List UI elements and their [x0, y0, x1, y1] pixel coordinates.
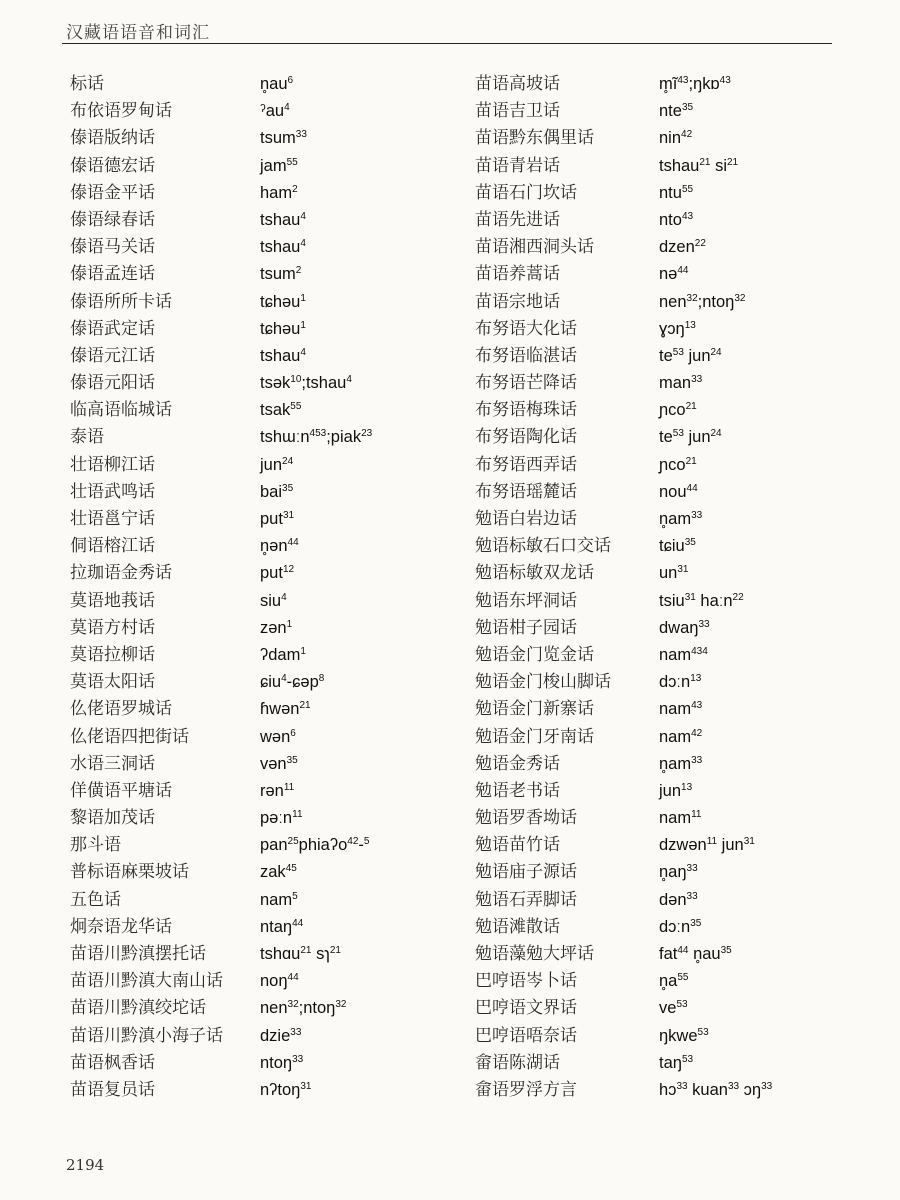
- dialect-name: 苗语枫香话: [70, 1052, 155, 1073]
- phonetic-form: tɕiu$^{35}$: [659, 537, 696, 556]
- phonetic-form: dzen$^{22}$: [659, 237, 706, 257]
- entry-row: [70, 588, 440, 615]
- entry-row: [70, 724, 440, 751]
- entry-row: [70, 642, 440, 669]
- phonetic-form: $n̥am^{33}$: [659, 754, 703, 773]
- dialect-name: 畲语陈湖话: [475, 1052, 560, 1073]
- phonetic-form: tshɯːn$^{453}$;piak$^{23}$: [260, 428, 373, 447]
- phonetic-form: tsum$^{33}$: [260, 129, 307, 148]
- phonetic-form: nam$^{42}$: [659, 727, 703, 746]
- phonetic-form: zak$^{45}$: [260, 863, 297, 882]
- dialect-name: 傣语所所卡话: [70, 291, 172, 312]
- entry-row: [475, 424, 845, 451]
- phonetic-form: tshau$^4$: [260, 346, 306, 365]
- entry-row: [475, 805, 845, 832]
- dialect-name: 布努语临湛话: [475, 345, 577, 366]
- phonetic-form: nin$^{42}$: [659, 129, 693, 148]
- phonetic-form: taŋ$^{53}$: [659, 1053, 694, 1072]
- running-head: 汉藏语语音和词汇: [66, 23, 210, 43]
- dialect-name: 苗语宗地话: [475, 291, 560, 312]
- page-number: 2194: [66, 1156, 105, 1174]
- dialect-name: 苗语吉卫话: [475, 101, 560, 122]
- dialect-name: 那斗语: [70, 835, 121, 856]
- phonetic-form: put$^{31}$: [260, 509, 295, 528]
- dialect-name: 傣语金平话: [70, 182, 155, 203]
- phonetic-form: ɦwən$^{21}$: [260, 700, 311, 719]
- entry-row: [475, 397, 845, 424]
- phonetic-form: tɕhəu$^1$: [260, 292, 306, 311]
- entry-row: [70, 832, 440, 859]
- dialect-name: 布努语瑶麓话: [475, 481, 577, 502]
- dialect-name: 勉语金门牙南话: [475, 726, 594, 747]
- entry-row: [475, 261, 845, 288]
- dialect-name: 布努语梅珠话: [475, 400, 577, 421]
- entry-row: [475, 669, 845, 696]
- dialect-name: 壮语武鸣话: [70, 481, 155, 502]
- dialect-name: 傣语孟连话: [70, 264, 155, 285]
- dialect-name: 莫语地莪话: [70, 590, 155, 611]
- phonetic-form: n̥ən$^{44}$: [260, 537, 299, 556]
- phonetic-form: $n̥au^6$: [260, 74, 294, 93]
- dialect-name: 勉语金门览金话: [475, 644, 594, 665]
- dialect-name: 勉语标敏石口交话: [475, 536, 611, 557]
- entry-row: [475, 724, 845, 751]
- dialect-name: 巴哼语岑卜话: [475, 971, 577, 992]
- dialect-name: 炯奈语龙华话: [70, 916, 172, 937]
- right-column: [475, 71, 845, 1104]
- entry-row: [475, 452, 845, 479]
- dialect-name: 傣语马关话: [70, 237, 155, 258]
- dialect-name: 苗语川黔滇绞坨话: [70, 998, 206, 1019]
- entry-row: [475, 642, 845, 669]
- dialect-name: 傣语版纳话: [70, 128, 155, 149]
- phonetic-form: nam$^{43}$: [659, 700, 703, 719]
- phonetic-form: nto$^{43}$: [659, 210, 694, 229]
- entry-row: [475, 995, 845, 1022]
- entry-row: [70, 261, 440, 288]
- entry-row: [475, 588, 845, 615]
- phonetic-form: tɕhəu$^1$: [260, 319, 306, 338]
- entry-row: [475, 506, 845, 533]
- entry-row: [70, 397, 440, 424]
- dialect-name: 苗语川黔滇摆托话: [70, 944, 206, 964]
- phonetic-form: nam$^{434}$: [659, 645, 708, 664]
- entry-row: [475, 751, 845, 778]
- dialect-name: 壮语邕宁话: [70, 509, 155, 529]
- dialect-name: 泰语: [70, 427, 104, 448]
- phonetic-form: ntu$^{55}$: [659, 183, 694, 202]
- entry-row: [475, 696, 845, 723]
- phonetic-form: tsiu$^{31}$ haːn$^{22}$: [659, 591, 744, 610]
- phonetic-form: $ve^{53}$: [659, 999, 688, 1018]
- phonetic-form: tshau$^{21}$ $si^{21}$: [659, 156, 739, 175]
- phonetic-form: bai$^{35}$: [260, 482, 294, 501]
- phonetic-form: tshau$^4$: [260, 237, 306, 257]
- phonetic-form: $n̥aŋ^{33}$: [659, 863, 698, 882]
- entry-row: [475, 1023, 845, 1050]
- phonetic-form: $te^{53}$ jun$^{24}$: [659, 346, 722, 365]
- entry-row: [475, 180, 845, 207]
- dialect-name: 临高语临城话: [70, 400, 172, 421]
- entry-row: [475, 125, 845, 152]
- left-column: [70, 71, 440, 1104]
- entry-row: [475, 887, 845, 914]
- entry-row: [475, 941, 845, 968]
- dialect-name: 苗语复员话: [70, 1079, 155, 1100]
- dialect-name: 勉语金门梭山脚话: [475, 672, 611, 693]
- phonetic-form: ɣɔŋ$^{13}$: [659, 319, 696, 338]
- phonetic-form: dzie$^{33}$: [260, 1026, 302, 1045]
- entry-row: [70, 995, 440, 1022]
- phonetic-form: tshau$^4$: [260, 210, 306, 229]
- entry-row: [70, 506, 440, 533]
- entry-row: [475, 914, 845, 941]
- entry-row: [70, 1023, 440, 1050]
- phonetic-form: jun$^{24}$: [260, 455, 294, 474]
- phonetic-form: ʔdam$^1$: [260, 645, 306, 664]
- entry-row: [70, 289, 440, 316]
- header-rule: [62, 43, 832, 44]
- phonetic-form: nte$^{35}$: [659, 102, 694, 121]
- entry-row: [475, 832, 845, 859]
- entry-row: [475, 316, 845, 343]
- phonetic-form: ˀau$^4$: [260, 102, 290, 121]
- entry-row: [70, 125, 440, 152]
- entry-row: [475, 153, 845, 180]
- dialect-name: 莫语太阳话: [70, 672, 155, 693]
- entry-row: [70, 778, 440, 805]
- dialect-name: 莫语拉柳话: [70, 644, 155, 665]
- phonetic-form: dwaŋ$^{33}$: [659, 618, 710, 637]
- entry-row: [70, 343, 440, 370]
- phonetic-form: jun$^{13}$: [659, 781, 693, 800]
- phonetic-form: ɲco$^{21}$: [659, 455, 697, 474]
- phonetic-form: $n̥a^{55}$: [659, 972, 689, 991]
- phonetic-form: nen$^{32}$;ntoŋ$^{32}$: [260, 999, 347, 1018]
- phonetic-form: hɔ$^{33}$ kuan$^{33}$ ɔŋ$^{33}$: [659, 1080, 773, 1099]
- entry-row: [70, 669, 440, 696]
- phonetic-form: put$^{12}$: [260, 564, 295, 583]
- dialect-name: 仫佬语罗城话: [70, 699, 172, 720]
- dialect-name: 勉语老书话: [475, 780, 560, 801]
- dialect-name: 苗语川黔滇小海子话: [70, 1025, 223, 1046]
- dialect-name: 布努语陶化话: [475, 427, 577, 448]
- dialect-name: 布努语芒降话: [475, 373, 577, 394]
- phonetic-form: nam$^5$: [260, 890, 298, 909]
- dialect-name: 侗语榕江话: [70, 536, 155, 557]
- entry-row: [475, 370, 845, 397]
- entry-row: [70, 479, 440, 506]
- phonetic-form: fat$^{44}$ $n̥au^{35}$: [659, 944, 732, 963]
- entry-row: [70, 370, 440, 397]
- phonetic-form: rən$^{11}$: [260, 781, 295, 800]
- entry-row: [70, 615, 440, 642]
- entry-row: [70, 71, 440, 98]
- phonetic-form: tsak$^{55}$: [260, 401, 302, 420]
- entry-row: [70, 859, 440, 886]
- dialect-name: 勉语罗香坳话: [475, 808, 577, 829]
- entry-row: [475, 234, 845, 261]
- entry-row: [70, 941, 440, 968]
- dialect-name: 布努语西弄话: [475, 454, 577, 475]
- entry-row: [70, 1050, 440, 1077]
- phonetic-form: ntaŋ$^{44}$: [260, 917, 304, 936]
- phonetic-form: pan$^{25}$phiaʔo$^{42}$-$^5$: [260, 836, 370, 855]
- dialect-name: 勉语石弄脚话: [475, 889, 577, 910]
- dialect-name: 勉语金门新寨话: [475, 699, 594, 720]
- dialect-name: 苗语川黔滇大南山话: [70, 971, 223, 992]
- dialect-name: 勉语苗竹话: [475, 835, 560, 856]
- phonetic-form: pəːn$^{11}$: [260, 808, 303, 828]
- phonetic-form: ŋkwe$^{53}$: [659, 1026, 709, 1045]
- dialect-name: 勉语白岩边话: [475, 509, 577, 529]
- dialect-name: 普标语麻栗坡话: [70, 862, 189, 883]
- dialect-name: 勉语庙子源话: [475, 862, 577, 883]
- phonetic-form: zən$^1$: [260, 618, 293, 637]
- phonetic-form: jam$^{55}$: [260, 156, 298, 175]
- entry-row: [70, 805, 440, 832]
- entry-row: [475, 968, 845, 995]
- dialect-name: 苗语石门坎话: [475, 182, 577, 203]
- entry-row: [70, 560, 440, 587]
- dialect-name: 勉语滩散话: [475, 916, 560, 937]
- dialect-name: 苗语高坡话: [475, 74, 560, 94]
- phonetic-form: nʔtoŋ$^{31}$: [260, 1080, 312, 1099]
- phonetic-form: nou$^{44}$: [659, 482, 698, 501]
- entry-row: [70, 424, 440, 451]
- entry-row: [475, 859, 845, 886]
- entry-row: [70, 452, 440, 479]
- phonetic-form: siu$^4$: [260, 591, 287, 610]
- dialect-name: 莫语方村话: [70, 617, 155, 638]
- dialect-name: 五色话: [70, 889, 121, 910]
- dialect-name: 勉语东坪洞话: [475, 590, 577, 611]
- dialect-name: 布依语罗甸话: [70, 101, 172, 122]
- entry-row: [475, 1077, 845, 1104]
- phonetic-form: tsum$^2$: [260, 265, 302, 284]
- dialect-name: 苗语青岩话: [475, 155, 560, 176]
- phonetic-form: dzwən$^{11}$ jun$^{31}$: [659, 836, 755, 855]
- entry-row: [70, 153, 440, 180]
- phonetic-form: wən$^6$: [260, 727, 296, 746]
- phonetic-form: nə$^{44}$: [659, 265, 689, 284]
- phonetic-form: ham$^2$: [260, 183, 298, 202]
- entry-row: [475, 289, 845, 316]
- entry-row: [70, 316, 440, 343]
- entry-row: [70, 533, 440, 560]
- dialect-name: 佯僙语平塘话: [70, 780, 172, 801]
- entry-row: [475, 560, 845, 587]
- dialect-name: 勉语金秀话: [475, 753, 560, 774]
- dialect-name: 巴哼语文界话: [475, 998, 577, 1019]
- dialect-name: 黎语加茂话: [70, 808, 155, 829]
- phonetic-form: dən$^{33}$: [659, 890, 698, 909]
- dialect-name: 苗语湘西洞头话: [475, 237, 594, 258]
- dialect-name: 仫佬语四把街话: [70, 726, 189, 747]
- dialect-name: 畲语罗浮方言: [475, 1079, 577, 1100]
- entry-row: [70, 234, 440, 261]
- dialect-name: 布努语大化话: [475, 318, 577, 339]
- phonetic-form: man$^{33}$: [659, 373, 703, 393]
- entry-row: [70, 887, 440, 914]
- phonetic-form: dɔːn$^{13}$: [659, 672, 702, 692]
- entry-row: [475, 778, 845, 805]
- dialect-name: 标话: [70, 74, 104, 94]
- entry-row: [70, 696, 440, 723]
- entry-row: [475, 71, 845, 98]
- entry-row: [70, 1077, 440, 1104]
- phonetic-form: ntoŋ$^{33}$: [260, 1053, 304, 1072]
- dialect-name: 壮语柳江话: [70, 454, 155, 475]
- entry-row: [475, 98, 845, 125]
- dialect-name: 傣语元江话: [70, 345, 155, 366]
- dialect-name: 勉语藻勉大坪话: [475, 944, 594, 964]
- phonetic-form: ɕiu$^4$-ɕəp$^8$: [260, 672, 325, 692]
- dialect-name: 巴哼语唔奈话: [475, 1025, 577, 1046]
- dialect-name: 拉珈语金秀话: [70, 563, 172, 584]
- entry-row: [70, 180, 440, 207]
- entry-row: [475, 615, 845, 642]
- entry-row: [475, 207, 845, 234]
- entry-row: [70, 751, 440, 778]
- dialect-name: 傣语绿春话: [70, 209, 155, 230]
- phonetic-form: nen$^{32}$;ntoŋ$^{32}$: [659, 292, 746, 311]
- dialect-name: 水语三洞话: [70, 753, 155, 774]
- phonetic-form: tshɑu$^{21}$ sɿ$^{21}$: [260, 944, 341, 963]
- phonetic-form: $te^{53}$ jun$^{24}$: [659, 428, 722, 447]
- phonetic-form: vən$^{35}$: [260, 754, 298, 773]
- phonetic-form: ɲco$^{21}$: [659, 401, 697, 420]
- dialect-name: 傣语德宏话: [70, 155, 155, 176]
- entry-row: [70, 207, 440, 234]
- phonetic-form: noŋ$^{44}$: [260, 972, 299, 991]
- dialect-name: 傣语元阳话: [70, 373, 155, 394]
- entry-row: [70, 968, 440, 995]
- entry-row: [70, 914, 440, 941]
- phonetic-form: nam$^{11}$: [659, 808, 702, 828]
- phonetic-form: $m̥ĩ^{43};ŋkɒ^{43}$: [659, 74, 731, 93]
- dialect-name: 苗语黔东偶里话: [475, 128, 594, 149]
- entry-row: [70, 98, 440, 125]
- dialect-name: 傣语武定话: [70, 318, 155, 339]
- phonetic-form: $n̥am^{33}$: [659, 509, 703, 528]
- entry-row: [475, 343, 845, 370]
- phonetic-form: tsək$^{10}$;tshau$^4$: [260, 373, 352, 393]
- phonetic-form: $un^{31}$: [659, 564, 689, 583]
- phonetic-form: dɔːn$^{35}$: [659, 917, 702, 936]
- dialect-name: 苗语先进话: [475, 209, 560, 230]
- dialect-name: 勉语柑子园话: [475, 617, 577, 638]
- entry-row: [475, 533, 845, 560]
- entry-row: [475, 479, 845, 506]
- dialect-name: 勉语标敏双龙话: [475, 563, 594, 584]
- entry-row: [475, 1050, 845, 1077]
- dialect-name: 苗语养蒿话: [475, 264, 560, 285]
